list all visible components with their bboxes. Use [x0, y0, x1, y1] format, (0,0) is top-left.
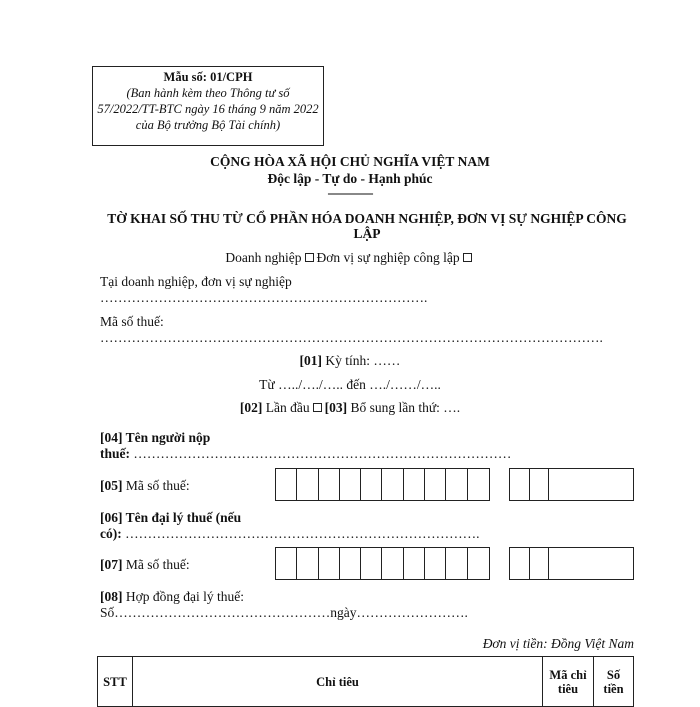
period-line: [0, 353, 700, 369]
taxpayer-name-field[interactable]: …………………………………………………………………………: [130, 446, 512, 461]
page-title: TỜ KHAI SỐ THU TỪ CỔ PHẦN HÓA DOANH NGHIỆP, ĐƠN VỊ SỰ NGHIỆP CÔNG LẬP: [107, 211, 627, 241]
form-code-box: [92, 66, 324, 146]
agent-tax-boxes[interactable]: [275, 547, 490, 580]
f07-code: [07]: [100, 557, 123, 572]
country-name: CỘNG HÒA XÃ HỘI CHỦ NGHĨA VIỆT NAM: [210, 154, 490, 169]
motto: Độc lập - Tự do - Hạnh phúc: [267, 171, 433, 186]
f04-label-1: Tên người nộp: [122, 430, 211, 445]
header-separator: ---------------: [327, 186, 373, 200]
col-code-line1: Mã chỉ: [549, 667, 587, 682]
f06-label-1: Tên đại lý thuế (nếu: [122, 510, 242, 525]
option-enterprise-label: Doanh nghiệp: [225, 250, 302, 265]
col-amount: [594, 657, 634, 707]
f08-label: Hợp đồng đại lý thuế:: [122, 589, 244, 604]
taxpayer-tax-branch-boxes[interactable]: [509, 468, 634, 501]
col-amount-line1: Số: [606, 667, 621, 682]
col-code-line2: tiêu: [557, 681, 579, 696]
col-code: [543, 657, 594, 707]
option-enterprise-checkbox[interactable]: [305, 253, 314, 262]
period-code: [01]: [299, 353, 323, 368]
agent-contract-field[interactable]: Số…………………………………………ngày…………………….: [100, 605, 468, 620]
agent-contract-label: [100, 589, 244, 605]
first-time-label: Lần đầu: [262, 400, 310, 415]
supplement-label: Bổ sung lần thứ: ….: [347, 400, 461, 415]
org-tax-label: Mã số thuế:: [100, 314, 164, 329]
first-time-checkbox[interactable]: [313, 403, 322, 412]
form-code: Mẫu số: 01/CPH: [163, 70, 253, 84]
taxpayer-name-label: [100, 430, 210, 446]
taxpayer-tax-label: [100, 478, 190, 494]
table-header-row: [98, 657, 634, 707]
col-indicator: Chỉ tiêu: [133, 657, 543, 707]
f08-code: [08]: [100, 589, 123, 604]
agent-name-label: [100, 510, 241, 526]
f06-code: [06]: [100, 510, 123, 525]
f06-label-2: có):: [100, 526, 122, 541]
org-tax-field[interactable]: ………………………………………………………………………………………………….: [100, 330, 603, 345]
f07-label: Mã số thuế:: [122, 557, 190, 572]
period-range[interactable]: Từ …../…./….. đến …./……/…..: [259, 377, 441, 392]
org-type-select: [0, 250, 700, 266]
period-label: Kỳ tính: ……: [322, 353, 401, 368]
f05-code: [05]: [100, 478, 123, 493]
form-issued-note: (Ban hành kèm theo Thông tư số 57/2022/TT-BTC ngày 16 tháng 9 năm 2022 của Bộ trưởng Bộ Tài chính): [97, 86, 319, 132]
submission-line: [0, 400, 700, 416]
agent-name-line: [100, 526, 479, 542]
f05-label: Mã số thuế:: [122, 478, 190, 493]
f04-code: [04]: [100, 430, 123, 445]
taxpayer-tax-boxes[interactable]: [275, 468, 490, 501]
org-name-field[interactable]: ……………………………………………………………….: [100, 290, 428, 305]
col-stt: STT: [98, 657, 133, 707]
option-public-unit-label: Đơn vị sự nghiệp công lập: [316, 250, 460, 265]
agent-name-field[interactable]: …………………………………………………………………….: [121, 526, 480, 541]
first-time-code: [02]: [239, 400, 263, 415]
supplement-code: [03]: [324, 400, 348, 415]
taxpayer-name-line: [100, 446, 511, 462]
f04-label-2: thuế:: [100, 446, 130, 461]
col-amount-line2: tiền: [603, 681, 624, 696]
currency-unit: Đơn vị tiền: Đồng Việt Nam: [482, 636, 634, 651]
agent-tax-branch-boxes[interactable]: [509, 547, 634, 580]
data-table: [97, 656, 634, 707]
agent-tax-label: [100, 557, 190, 573]
option-public-unit-checkbox[interactable]: [463, 253, 472, 262]
org-label: Tại doanh nghiệp, đơn vị sự nghiệp: [100, 274, 292, 289]
